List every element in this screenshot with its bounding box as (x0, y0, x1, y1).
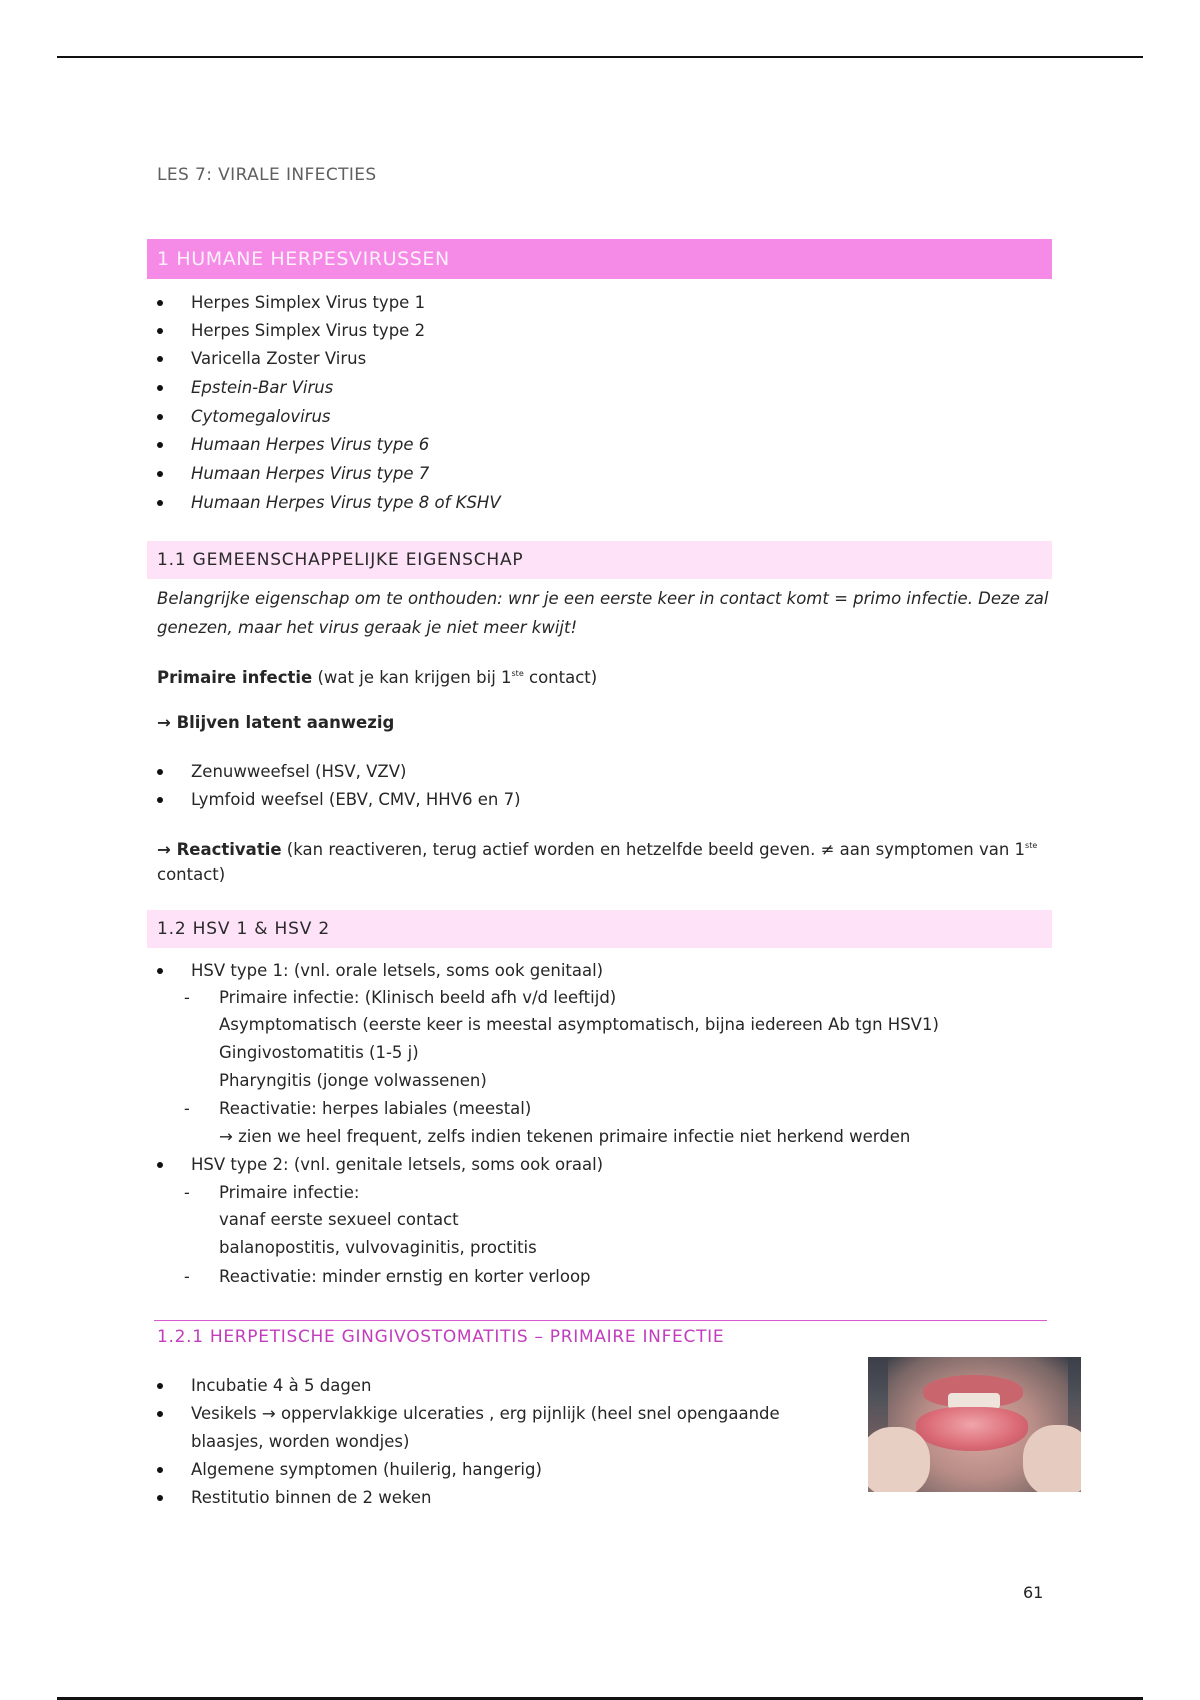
primary-infection-line (157, 664, 597, 688)
bullet (157, 300, 163, 306)
bullet (157, 1467, 163, 1473)
primary-infection-text: contact) (523, 668, 598, 687)
list-item: Humaan Herpes Virus type 7 (191, 464, 430, 483)
intro-text: genezen, maar het virus geraak je niet meer kwijt! (157, 618, 578, 637)
photo-finger-left (868, 1427, 930, 1492)
hsv2-primary: Primaire infectie: (219, 1183, 360, 1202)
hsv1-reactivation-note: → zien we heel frequent, zelfs indien tekenen primaire infectie niet herkend werden (219, 1127, 911, 1146)
list-item: Herpes Simplex Virus type 1 (191, 293, 426, 312)
list-item: Vesikels → oppervlakkige ulceraties , erg pijnlijk (heel snel opengaande (191, 1404, 780, 1423)
section-heading-gingivostomatitis: 1.2.1 HERPETISCHE GINGIVOSTOMATITIS – PRIMAIRE INFECTIE (157, 1327, 725, 1347)
dash: - (184, 988, 190, 1007)
bullet (157, 1383, 163, 1389)
hsv2-title: HSV type 2: (vnl. genitale letsels, soms ook oraal) (191, 1155, 604, 1174)
list-item: Zenuwweefsel (HSV, VZV) (191, 762, 407, 781)
page-number: 61 (1023, 1583, 1044, 1602)
header-rule (57, 56, 1143, 58)
bullet (157, 500, 163, 506)
list-item: Humaan Herpes Virus type 8 of KSHV (191, 493, 501, 512)
list-item: Lymfoid weefsel (EBV, CMV, HHV6 en 7) (191, 790, 521, 809)
bullet (157, 471, 163, 477)
bullet (157, 968, 163, 974)
list-item: Herpes Simplex Virus type 2 (191, 321, 426, 340)
hsv1-reactivation: Reactivatie: herpes labiales (meestal) (219, 1099, 532, 1118)
reactivation-text: (kan reactiveren, terug actief worden en hetzelfde beeld geven. ≠ aan symptomen van 1 (281, 840, 1026, 859)
list-item: Restitutio binnen de 2 weken (191, 1488, 432, 1507)
list-item: blaasjes, worden wondjes) (191, 1432, 410, 1451)
bullet (157, 414, 163, 420)
bullet (157, 385, 163, 391)
gingivostomatitis-photo (868, 1357, 1081, 1492)
hsv2-reactivation: Reactivatie: minder ernstig en korter verloop (219, 1267, 591, 1286)
latent-heading (157, 713, 394, 733)
intro-text: Belangrijke eigenschap om te onthouden: wnr je een eerste keer in contact komt = primo infectie. Deze zal (157, 589, 1049, 608)
superscript: ste (511, 669, 524, 678)
list-item: Varicella Zoster Virus (191, 349, 367, 368)
list-item: balanopostitis, vulvovaginitis, proctitis (219, 1238, 537, 1257)
reactivation-term: → Reactivatie (157, 840, 282, 859)
hsv1-primary: Primaire infectie: (Klinisch beeld afh v/d leeftijd) (219, 988, 617, 1007)
list-item: Epstein-Bar Virus (191, 378, 334, 397)
section-heading-herpesvirussen: 1 HUMANE HERPESVIRUSSEN (147, 239, 1052, 279)
bullet (157, 1411, 163, 1417)
bullet (157, 797, 163, 803)
bullet (157, 328, 163, 334)
dash: - (184, 1099, 190, 1118)
reactivation-text: contact) (157, 865, 226, 884)
dash: - (184, 1183, 190, 1202)
list-item: Cytomegalovirus (191, 407, 331, 426)
reactivation-line (157, 836, 1037, 860)
list-item: Gingivostomatitis (1-5 j) (219, 1043, 419, 1062)
list-item: Asymptomatisch (eerste keer is meestal asymptomatisch, bijna iedereen Ab tgn HSV1) (219, 1015, 939, 1034)
bullet (157, 769, 163, 775)
primary-infection-text: (wat je kan krijgen bij 1 (312, 668, 512, 687)
latent-term: → Blijven latent aanwezig (157, 713, 395, 732)
section-rule (154, 1320, 1047, 1321)
page-label: LES 7: VIRALE INFECTIES (157, 165, 377, 185)
hsv1-title: HSV type 1: (vnl. orale letsels, soms ook genitaal) (191, 961, 604, 980)
bullet (157, 1162, 163, 1168)
list-item: vanaf eerste sexueel contact (219, 1210, 459, 1229)
bullet (157, 442, 163, 448)
list-item: Humaan Herpes Virus type 6 (191, 435, 430, 454)
primary-infection-term: Primaire infectie (157, 668, 313, 687)
dash: - (184, 1267, 190, 1286)
bullet (157, 356, 163, 362)
photo-lower-lip (916, 1407, 1028, 1451)
list-item: Pharyngitis (jonge volwassenen) (219, 1071, 487, 1090)
bullet (157, 1495, 163, 1501)
section-heading-hsv: 1.2 HSV 1 & HSV 2 (147, 910, 1052, 948)
photo-finger-right (1023, 1425, 1081, 1492)
list-item: Incubatie 4 à 5 dagen (191, 1376, 372, 1395)
superscript: ste (1025, 841, 1038, 850)
section-heading-eigenschap: 1.1 GEMEENSCHAPPELIJKE EIGENSCHAP (147, 541, 1052, 579)
list-item: Algemene symptomen (huilerig, hangerig) (191, 1460, 542, 1479)
